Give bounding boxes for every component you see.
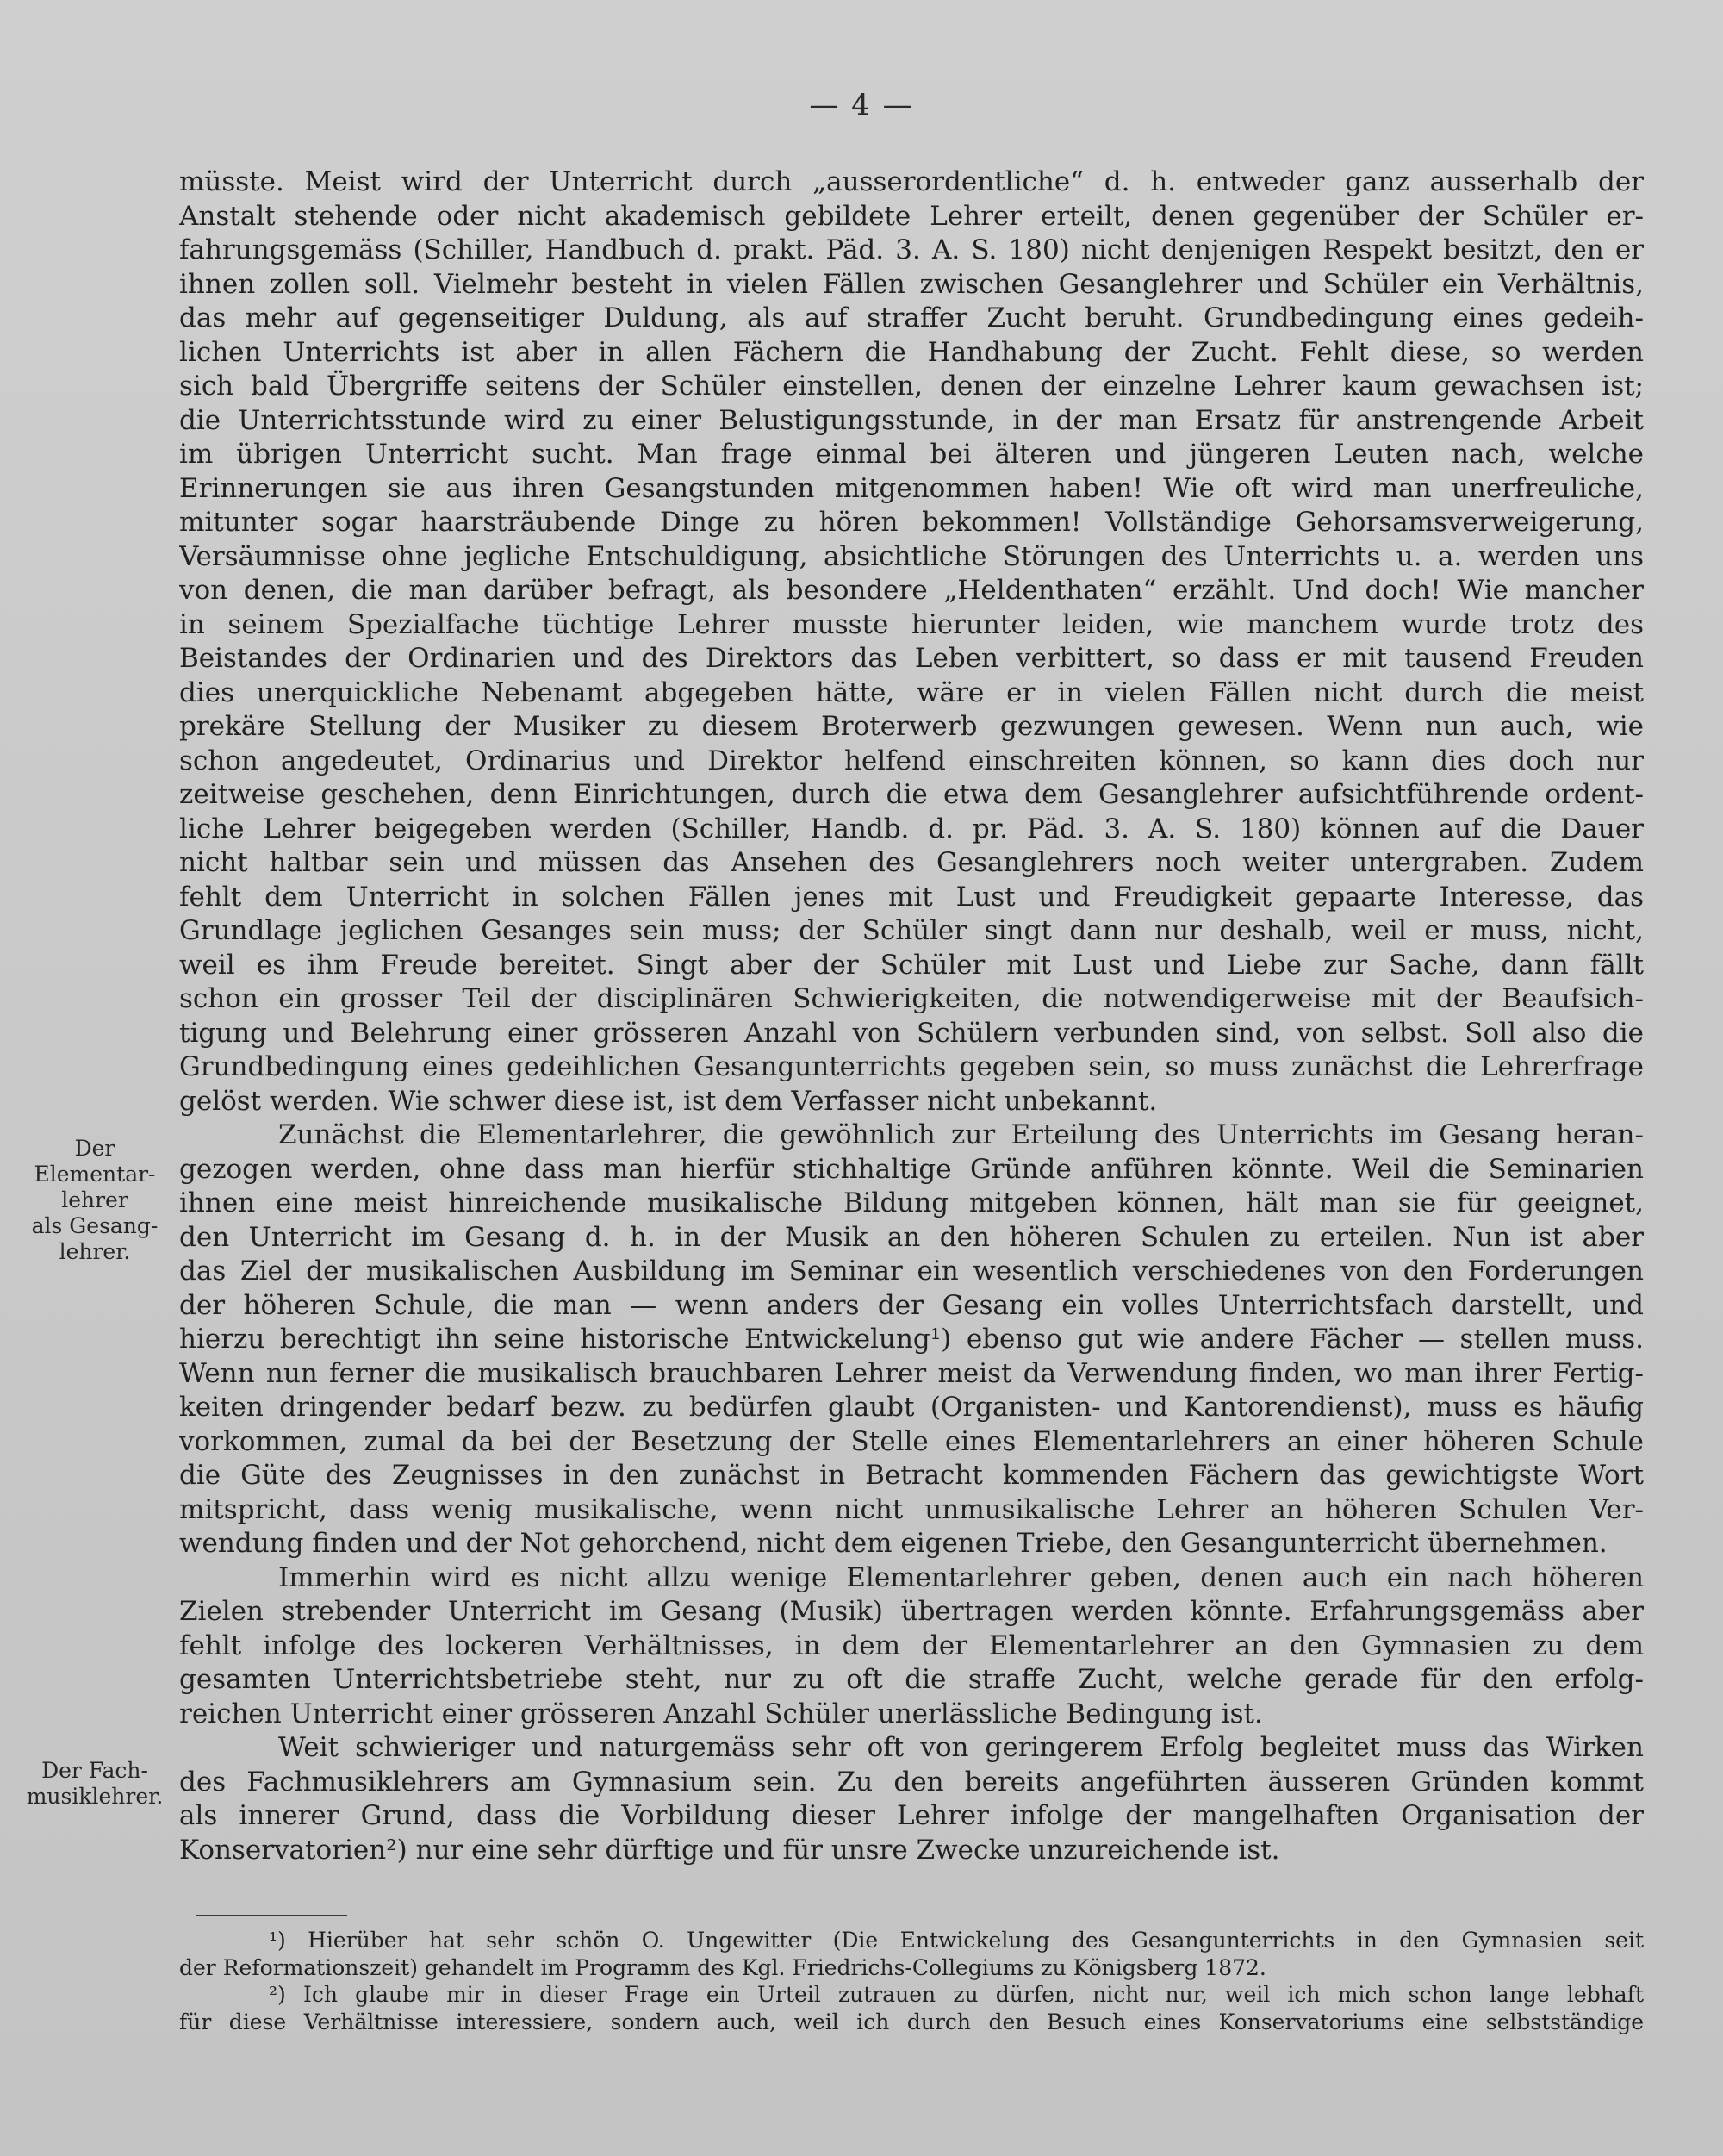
paragraph-2 (179, 1119, 1644, 1561)
text-line: ihnen zollen soll. Vielmehr besteht in vielen Fällen zwischen Gesanglehrer und Schüler ein Verhältnis, (179, 268, 1644, 300)
margin-note-line: Der Fach- (41, 1758, 148, 1783)
text-line: des Fachmusiklehrers am Gymnasium sein. Zu den bereits angeführten äusseren Gründen kommt (179, 1766, 1644, 1798)
main-text (179, 165, 1644, 1867)
text-line: gezogen werden, ohne dass man hierfür stichhaltige Gründe anführen könnte. Weil die Seminarien (179, 1153, 1644, 1185)
text-line: Zielen strebender Unterricht im Gesang (Musik) übertragen werden könnte. Erfahrungsgemäss aber (179, 1596, 1644, 1627)
text-line: nicht haltbar sein und müssen das Ansehen des Gesanglehrers noch weiter untergraben. Zudem (179, 847, 1644, 878)
text-line: gesamten Unterrichtsbetriebe steht, nur zu oft die straffe Zucht, welche gerade für den erfolg- (179, 1664, 1644, 1695)
text-line: sich bald Übergriffe seitens der Schüler einstellen, denen der einzelne Lehrer kaum gewachsen ist; (179, 371, 1644, 402)
text-line: Beistandes der Ordinarien und des Direktors das Leben verbittert, so dass er mit tausend Freuden (179, 643, 1644, 674)
text-line: das mehr auf gegenseitiger Duldung, als auf straffer Zucht beruht. Grundbedingung eines gedeih- (179, 302, 1644, 333)
text-line: als innerer Grund, dass die Vorbildung dieser Lehrer infolge der mangelhaften Organisation der (179, 1800, 1644, 1831)
text-line: Zunächst die Elementarlehrer, die gewöhnlich zur Erteilung des Unterrichts im Gesang heran- (278, 1119, 1644, 1150)
text-line: Immerhin wird es nicht allzu wenige Elementarlehrer geben, denen auch ein nach höheren (278, 1561, 1644, 1593)
text-line: müsste. Meist wird der Unterricht durch „ausserordentliche“ d. h. entweder ganz ausserhalb der (179, 166, 1644, 197)
text-line: liche Lehrer beigegeben werden (Schiller, Handb. d. pr. Päd. 3. A. S. 180) können auf die Dauer (179, 813, 1644, 844)
text-line: weil es ihm Freude bereitet. Singt aber der Schüler mit Lust und Liebe zur Sache, dann fällt (179, 949, 1644, 981)
text-line: die Güte des Zeugnisses in den zunächst in Betracht kommenden Fächern das gewichtigste Wort (179, 1460, 1644, 1491)
text-line: im übrigen Unterricht sucht. Man frage einmal bei älteren und jüngeren Leuten nach, welche (179, 439, 1644, 470)
margin-note-specialist (19, 1758, 171, 1810)
text-line: gelöst werden. Wie schwer diese ist, ist dem Verfasser nicht unbekannt. (179, 1085, 1158, 1117)
text-line: hierzu berechtigt ihn seine historische Entwickelung¹) ebenso gut wie andere Fächer — stellen muss. (179, 1324, 1644, 1355)
text-line: in seinem Spezialfache tüchtige Lehrer musste hierunter leiden, wie manchem wurde trotz des (179, 608, 1644, 640)
text-line: Konservatorien²) nur eine sehr dürftige und für unsre Zwecke unzureichende ist. (179, 1834, 1280, 1866)
footnotes (179, 1927, 1644, 2035)
margin-note-elementary (19, 1136, 171, 1265)
text-line: von denen, die man darüber befragt, als besondere „Heldenthaten“ erzählt. Und doch! Wie mancher (179, 575, 1644, 606)
text-line: ihnen eine meist hinreichende musikalische Bildung mitgeben können, hält man sie für geeignet, (179, 1187, 1644, 1218)
text-line: Grundbedingung eines gedeihlichen Gesangunterrichts gegeben sein, so muss zunächst die Lehrerfrage (179, 1051, 1644, 1082)
text-line: der höheren Schule, die man — wenn anders der Gesang ein volles Unterrichtsfach darstellt, und (179, 1289, 1644, 1321)
text-line: den Unterricht im Gesang d. h. in der Musik an den höheren Schulen zu erteilen. Nun ist aber (179, 1221, 1644, 1253)
text-line: schon angedeutet, Ordinarius und Direktor helfend einschreiten können, so kann dies doch nur (179, 745, 1644, 776)
footnote-line: für diese Verhältnisse interessiere, sondern auch, weil ich durch den Besuch eines Konservatoriums eine selbstständige (179, 2009, 1644, 2034)
margin-note-line: lehrer (61, 1187, 128, 1212)
footnote-2 (179, 1981, 1644, 2035)
text-line: Weit schwieriger und naturgemäss sehr oft von geringerem Erfolg begleitet muss das Wirken (278, 1732, 1644, 1763)
margin-note-line: lehrer. (59, 1239, 131, 1264)
text-line: prekäre Stellung der Musiker zu diesem Broterwerb gezwungen gewesen. Wenn nun auch, wie (179, 711, 1644, 742)
footnote-line: ²) Ich glaube mir in dieser Frage ein Urteil zutrauen zu dürfen, nicht nur, weil ich mich schon lange lebhaft (269, 1982, 1644, 2007)
text-line: Anstalt stehende oder nicht akademisch gebildete Lehrer erteilt, denen gegenüber der Schüler er- (179, 200, 1644, 232)
margin-note-line: Der (74, 1136, 115, 1161)
paragraph-3 (179, 1561, 1644, 1732)
footnote-divider (196, 1915, 347, 1916)
text-line: die Unterrichtsstunde wird zu einer Belustigungsstunde, in der man Ersatz für anstrengende Arbeit (179, 404, 1644, 436)
text-line: Grundlage jeglichen Gesanges sein muss; der Schüler singt dann nur deshalb, weil er muss, nicht, (179, 915, 1644, 946)
footnote-1 (179, 1927, 1644, 1981)
page-number: — 4 — (809, 88, 914, 122)
paragraph-1 (179, 165, 1644, 1119)
margin-note-line: musiklehrer. (26, 1784, 164, 1809)
paragraph-4 (179, 1731, 1644, 1867)
text-line: fehlt infolge des lockeren Verhältnisses, in dem der Elementarlehrer an den Gymnasien zu dem (179, 1629, 1644, 1661)
text-line: Wenn nun ferner die musikalisch brauchbaren Lehrer meist da Verwendung finden, wo man ihrer Fertig- (179, 1357, 1644, 1389)
margin-note-line: Elementar- (34, 1162, 156, 1187)
text-line: keiten dringender bedarf bezw. zu bedürfen glaubt (Organisten- und Kantorendienst), muss es häufig (179, 1392, 1644, 1423)
text-line: zeitweise geschehen, denn Einrichtungen, durch die etwa dem Gesanglehrer aufsichtführende ordent- (179, 779, 1644, 810)
text-line: lichen Unterrichts ist aber in allen Fächern die Handhabung der Zucht. Fehlt diese, so werden (179, 336, 1644, 368)
text-line: dies unerquickliche Nebenamt abgegeben hätte, wäre er in vielen Fällen nicht durch die meist (179, 676, 1644, 708)
text-line: mitunter sogar haarsträubende Dinge zu hören bekommen! Vollständige Gehorsamsverweigerung, (179, 507, 1644, 538)
text-line: mitspricht, dass wenig musikalische, wenn nicht unmusikalische Lehrer an höheren Schulen Ver- (179, 1493, 1644, 1525)
text-line: reichen Unterricht einer grösseren Anzahl Schüler unerlässliche Bedingung ist. (179, 1698, 1263, 1729)
text-line: tigung und Belehrung einer grösseren Anzahl von Schülern verbunden sind, von selbst. Soll also die (179, 1017, 1644, 1049)
text-line: das Ziel der musikalischen Ausbildung im Seminar ein wesentlich verschiedenes von den Forderungen (179, 1256, 1644, 1287)
footnote-line: der Reformationszeit) gehandelt im Programm des Kgl. Friedrichs-Collegiums zu Königsberg 1872. (179, 1954, 1266, 1980)
text-line: vorkommen, zumal da bei der Besetzung der Stelle eines Elementarlehrers an einer höheren Schule (179, 1425, 1644, 1457)
text-line: Erinnerungen sie aus ihren Gesangstunden mitgenommen haben! Wie oft wird man unerfreuliche, (179, 472, 1644, 504)
margin-note-line: als Gesang- (31, 1213, 159, 1238)
text-line: fehlt dem Unterricht in solchen Fällen jenes mit Lust und Freudigkeit gepaarte Interesse, das (179, 881, 1644, 913)
text-line: wendung finden und der Not gehorchend, nicht dem eigenen Triebe, den Gesangunterricht übernehmen. (179, 1528, 1608, 1559)
text-line: schon ein grosser Teil der disciplinären Schwierigkeiten, die notwendigerweise mit der Beaufsich- (179, 983, 1644, 1014)
text-line: Versäumnisse ohne jegliche Entschuldigung, absichtliche Störungen des Unterrichts u. a. werden uns (179, 540, 1644, 572)
text-line: fahrungsgemäss (Schiller, Handbuch d. prakt. Päd. 3. A. S. 180) nicht denjenigen Respekt besitzt, den er (179, 234, 1644, 265)
footnote-line: ¹) Hierüber hat sehr schön O. Ungewitter (Die Entwickelung des Gesangunterrichts in den Gymnasien seit (269, 1928, 1644, 1953)
